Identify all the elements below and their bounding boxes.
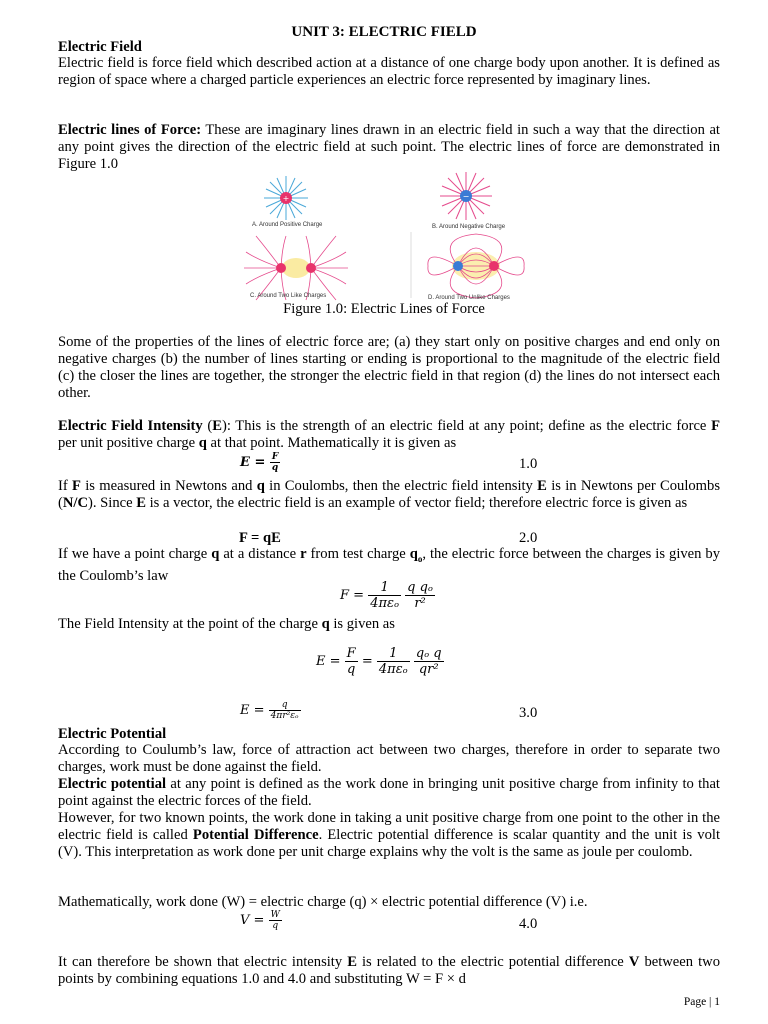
paragraph-potential-definition bbox=[58, 776, 720, 810]
symbol-f: F bbox=[711, 418, 720, 434]
paragraph-work-done: Mathematically, work done (W) = electric charge (q) × electric potential difference (V) i.e. bbox=[58, 894, 588, 910]
text: . Electric potential difference is scalar quantity and the unit is volt (V). This interpretation as work done per unit charge explains why the volt is the same as joule per coulomb. bbox=[58, 827, 720, 860]
equation-4: V = $\frac{W}{q}$ bbox=[240, 910, 280, 931]
symbol-r: r bbox=[300, 546, 307, 562]
text: is related to the electric potential difference bbox=[356, 954, 629, 970]
svg-text:−: − bbox=[462, 192, 470, 201]
symbol-f: F bbox=[72, 478, 81, 494]
paragraph-potential-difference bbox=[58, 810, 720, 861]
paragraph-electric-field: Electric field is force field which described action at a distance of one charge body upon another. It is defined as region of space where a charged particle experiences an electric force represented by imaginary lines. bbox=[58, 55, 720, 88]
equation-field-derivation: E = $\frac{F}{q}$ = $\frac{1}{\text{4πεₒ}}$ $\frac{\text{qₒ q}}{\text{qr²}}$ bbox=[316, 646, 442, 677]
eq1-lhs: E bbox=[240, 455, 250, 470]
eq1-den: q bbox=[271, 463, 279, 473]
equation-number-1: 1.0 bbox=[519, 456, 538, 472]
paragraph-intensity-potential bbox=[58, 954, 720, 988]
paragraph-coulomb-work bbox=[58, 742, 720, 776]
text: ). Since bbox=[88, 495, 137, 511]
section-heading-electric-field: Electric Field bbox=[58, 39, 142, 55]
text: is given as bbox=[329, 616, 395, 632]
symbol-e: E bbox=[212, 418, 222, 434]
panel-d-two-unlike-charges bbox=[428, 234, 524, 298]
text: ): This is the strength of an electric field at any point; define as the electric force bbox=[221, 418, 712, 434]
text: is measured in Newtons and bbox=[80, 478, 257, 494]
symbol-q: q bbox=[198, 435, 207, 451]
text: , the electric force between the charges is given by the Coulomb’s law bbox=[58, 546, 721, 584]
symbol-v: V bbox=[628, 954, 640, 970]
eq3-fraction: $\frac{q}{\text{4πr²εₒ}}$ bbox=[270, 700, 299, 721]
paragraph-properties: Some of the properties of the lines of electric force are; (a) they start only on positive charges and end only on negative charges (b) the number of lines starting or ending is proportional to the magnitude of the electric field (c) the closer the lines are together, the stronger the electric field in that region (d) the lines do not intersect each other. bbox=[58, 334, 720, 401]
equation-number-4: 4.0 bbox=[519, 916, 538, 932]
equation-number-2: 2.0 bbox=[519, 530, 538, 546]
symbol-q: q bbox=[321, 616, 330, 632]
term-potential-difference: Potential Difference bbox=[192, 827, 319, 843]
eq1-num: F bbox=[271, 452, 279, 462]
equation-1: E = $\frac{F}{q}$ bbox=[240, 452, 279, 473]
text: from test charge bbox=[306, 546, 410, 562]
figure-label-b: B. Around Negative Charge bbox=[432, 224, 506, 230]
field-frac-2: $\frac{\text{qₒ q}}{\text{qr²}}$ bbox=[415, 646, 442, 677]
page-title: UNIT 3: ELECTRIC FIELD bbox=[291, 24, 477, 40]
text: is in Newtons per Coulombs ( bbox=[58, 478, 721, 511]
equation-2: F = qE bbox=[239, 530, 281, 546]
paragraph-lines-of-force bbox=[58, 122, 720, 173]
equation-3: E = $\frac{q}{\text{4πr²εₒ}}$ bbox=[240, 700, 299, 721]
text: per unit positive charge bbox=[58, 435, 199, 451]
equation-number-3: 3.0 bbox=[519, 705, 538, 721]
text: at any point is defined as the work done in bringing unit positive charge from infinity to that point against the electric forces of the field. bbox=[58, 776, 720, 809]
field-frac-1: $\frac{1}{\text{4πεₒ}}$ bbox=[378, 646, 408, 677]
field-frac-0: $\frac{F}{q}$ bbox=[346, 646, 356, 677]
svg-text:+: + bbox=[282, 194, 290, 203]
text: If we have a point charge bbox=[58, 546, 212, 562]
panel-a-positive-charge bbox=[264, 176, 308, 220]
text: is a vector, the electric field is an example of vector field; therefore electric force is given as bbox=[145, 495, 688, 511]
symbol-e: E bbox=[537, 478, 547, 494]
panel-b-negative-charge bbox=[440, 172, 492, 220]
paragraph-field-intensity bbox=[58, 418, 720, 452]
text: If bbox=[58, 478, 73, 494]
figure-caption: Figure 1.0: Electric Lines of Force bbox=[283, 301, 485, 317]
symbol-e: E bbox=[347, 954, 357, 970]
coulomb-frac-1: $\frac{1}{\text{4πεₒ}}$ bbox=[370, 580, 400, 611]
text: between two points by combining equations 1.0 and 4.0 and substituting W = F × d bbox=[58, 954, 721, 987]
text: These are imaginary lines drawn in an electric field in such a way that the direction at any point gives the direction of the electric field at such point. The electric lines of force are demonstrated in Figure 1.0 bbox=[58, 122, 720, 172]
text: ( bbox=[202, 418, 213, 434]
figure-label-d: D. Around Two Unlike Charges bbox=[428, 295, 510, 301]
text: at a distance bbox=[219, 546, 301, 562]
symbol-q: q bbox=[211, 546, 220, 562]
figure-label-c: C. Around Two Like Charges bbox=[250, 293, 327, 299]
text: However, for two known points, the work done in taking a unit positive charge from one point to the other in the electric field is called bbox=[58, 810, 720, 843]
text: It can therefore be shown that electric intensity bbox=[58, 954, 348, 970]
term-lines-of-force: Electric lines of Force: bbox=[58, 122, 202, 138]
text: The Field Intensity at the point of the charge bbox=[58, 616, 322, 632]
figure-field-lines bbox=[236, 168, 536, 302]
unit-n-per-c: N/C bbox=[62, 495, 89, 511]
section-heading-electric-potential: Electric Potential bbox=[58, 726, 167, 742]
symbol-q0: $q_o$ bbox=[409, 546, 423, 564]
symbol-q: q bbox=[256, 478, 265, 494]
eq4-fraction: $\frac{W}{q}$ bbox=[270, 910, 280, 931]
equation-coulomb: F = $\frac{1}{\text{4πεₒ}}$ $\frac{\text{q qₒ}}{\text{r²}}$ bbox=[340, 580, 433, 611]
field-lines-illustration bbox=[236, 168, 536, 302]
coulomb-frac-2: $\frac{\text{q qₒ}}{\text{r²}}$ bbox=[407, 580, 433, 611]
text: at that point. Mathematically it is given as bbox=[206, 435, 457, 451]
term-electric-potential: Electric potential bbox=[58, 776, 167, 792]
text: in Coulombs, then the electric field intensity bbox=[264, 478, 538, 494]
panel-c-two-like-charges bbox=[244, 236, 348, 300]
text: According to Coulumb’s law, force of attraction act between two charges, therefore in order to separate two charges, work must be done against the field. bbox=[58, 742, 720, 775]
paragraph-field-at-point bbox=[58, 616, 720, 633]
coulomb-lhs: F bbox=[340, 588, 350, 603]
paragraph-units bbox=[58, 478, 720, 512]
symbol-e: E bbox=[136, 495, 146, 511]
term-field-intensity: Electric Field Intensity bbox=[58, 418, 203, 434]
page-number: Page | 1 bbox=[683, 996, 720, 1008]
eq1-fraction bbox=[270, 452, 280, 473]
figure-label-a: A. Around Positive Charge bbox=[252, 222, 323, 228]
